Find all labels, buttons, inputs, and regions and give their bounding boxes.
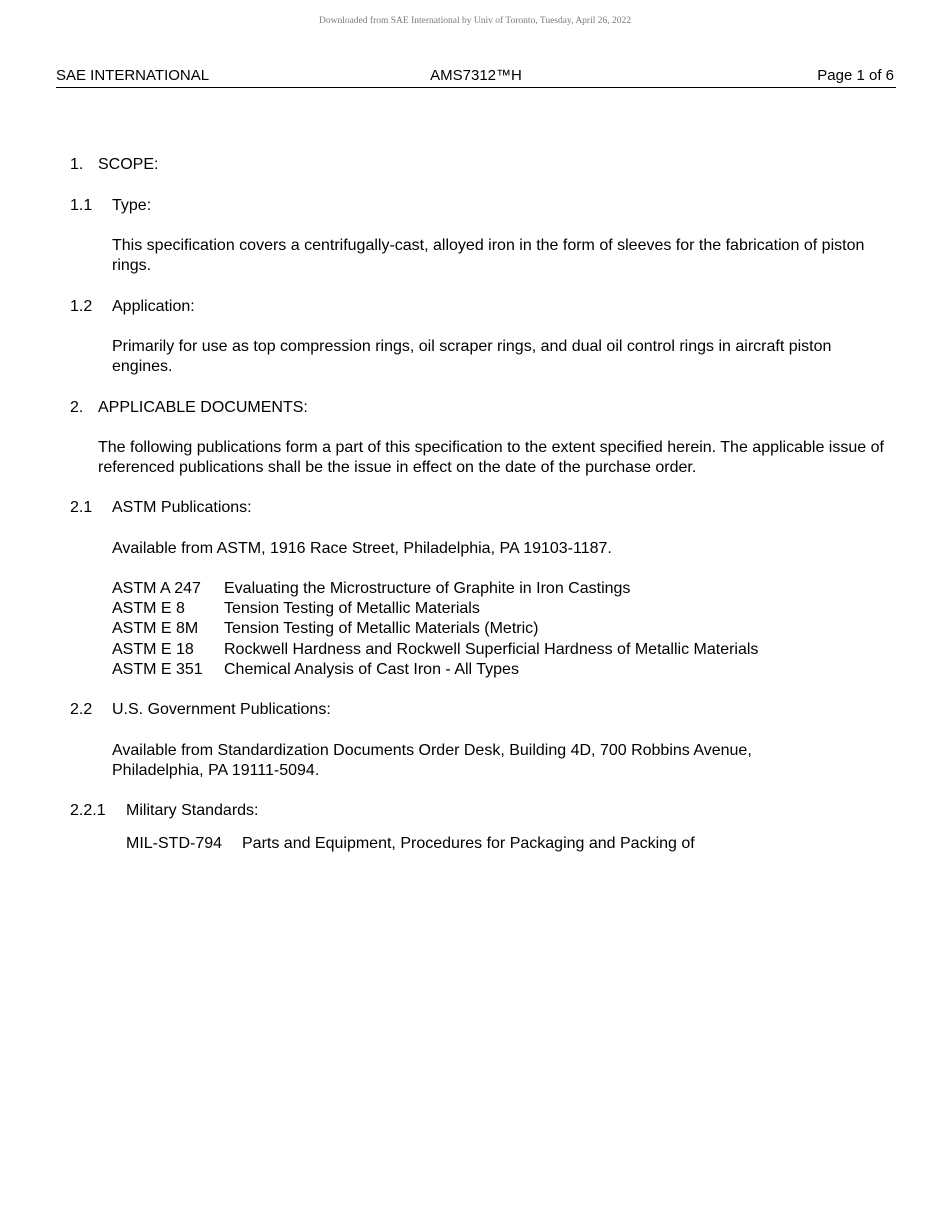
header-organization: SAE INTERNATIONAL [56,67,210,84]
doc-code: ASTM A 247 [112,580,201,597]
doc-code: MIL-STD-794 [126,835,223,852]
doc-title: Chemical Analysis of Cast Iron - All Types [224,661,519,678]
section-2-2-1-number: 2.2.1 [70,802,106,819]
section-1-2-body: Primarily for use as top compression rings, oil scraper rings, and dual oil control rings in aircraft piston engines. [112,338,832,375]
section-1-2-number: 1.2 [70,298,93,315]
section-2-2-body: Available from Standardization Documents Order Desk, Building 4D, 700 Robbins Avenue, Philadelphia, PA 19111-5094. [112,742,752,779]
doc-code: ASTM E 8 [112,600,185,617]
section-2-title: APPLICABLE DOCUMENTS: [98,399,308,416]
section-2-1-title: ASTM Publications: [112,499,252,516]
download-watermark: Downloaded from SAE International by Univ of Toronto, Tuesday, April 26, 2022 [318,16,631,26]
doc-code: ASTM E 18 [112,641,194,658]
section-1-1-number: 1.1 [70,197,93,214]
page-header [56,67,896,88]
section-2-2-title: U.S. Government Publications: [112,701,331,718]
section-2-1-body: Available from ASTM, 1916 Race Street, Philadelphia, PA 19103-1187. [112,540,612,557]
doc-title: Evaluating the Microstructure of Graphite in Iron Castings [224,580,631,597]
section-1-number: 1. [70,156,84,173]
section-1-1-body: This specification covers a centrifugally-cast, alloyed iron in the form of sleeves for the fabrication of piston rings. [112,237,865,274]
doc-title: Rockwell Hardness and Rockwell Superficial Hardness of Metallic Materials [224,641,759,658]
section-2-2-number: 2.2 [70,701,93,718]
doc-title: Tension Testing of Metallic Materials [224,600,480,617]
section-2-body: The following publications form a part of this specification to the extent specified herein. The applicable issue of referenced publications shall be the issue in effect on the date of the purchase order. [98,439,884,476]
doc-code: ASTM E 8M [112,620,199,637]
header-page-number: Page 1 of 6 [817,67,894,84]
section-1-title: SCOPE: [98,156,159,173]
section-1-2-title: Application: [112,298,195,315]
doc-code: ASTM E 351 [112,661,203,678]
section-1-1-title: Type: [112,197,152,214]
section-2-2-1-title: Military Standards: [126,802,259,819]
doc-title: Tension Testing of Metallic Materials (Metric) [224,620,539,637]
section-2-number: 2. [70,399,84,416]
section-2-1-number: 2.1 [70,499,93,516]
header-document-number: AMS7312™H [430,67,522,84]
doc-title: Parts and Equipment, Procedures for Packaging and Packing of [242,835,695,852]
